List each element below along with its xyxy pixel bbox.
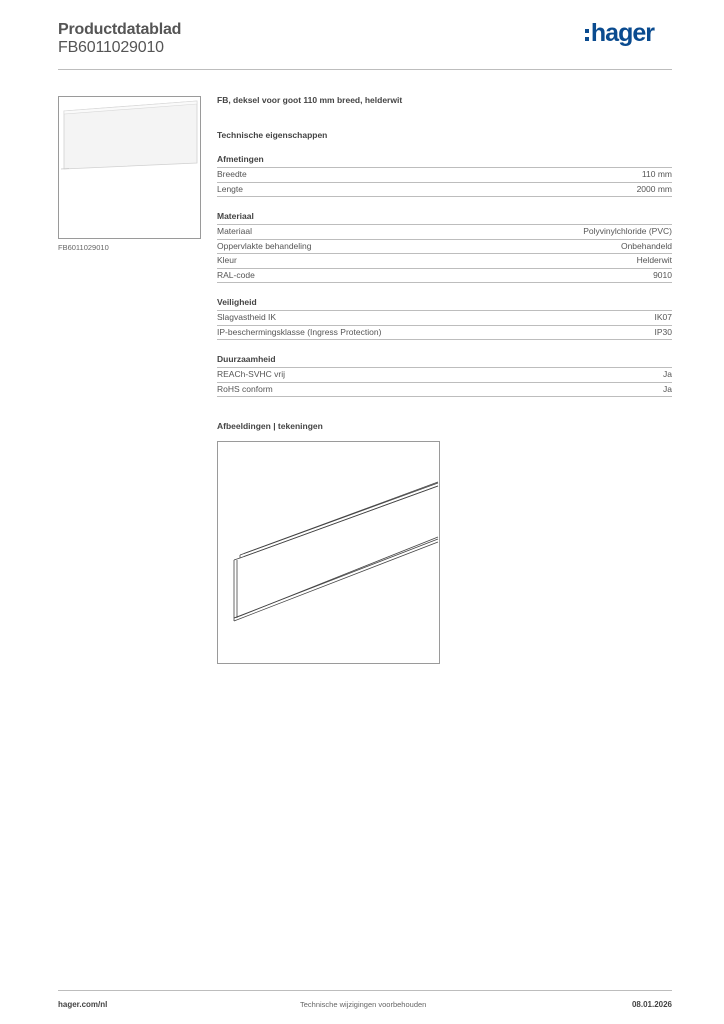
row-value: Helderwit xyxy=(636,255,672,265)
logo-dots-icon xyxy=(585,29,589,41)
row-label: IP-beschermingsklasse (Ingress Protection) xyxy=(217,326,382,337)
product-name: FB, deksel voor goot 110 mm breed, helderwit xyxy=(217,95,403,105)
tech-heading: Technische eigenschappen xyxy=(217,130,328,140)
row-label: RAL-code xyxy=(217,269,255,280)
main-content xyxy=(217,95,672,664)
table-row xyxy=(217,269,672,284)
group-title: Materiaal xyxy=(217,211,672,225)
row-value: Onbehandeld xyxy=(620,240,672,251)
technical-drawing xyxy=(217,441,440,664)
cover-line-drawing xyxy=(218,442,439,663)
row-value: Ja xyxy=(663,383,672,394)
table-row xyxy=(217,240,672,255)
table-row xyxy=(217,368,672,383)
row-label: Kleur xyxy=(217,255,237,265)
hager-logo[interactable] xyxy=(585,18,654,48)
group-duurzaamheid xyxy=(217,354,672,397)
row-label: Lengte xyxy=(217,183,243,194)
row-label: Oppervlakte behandeling xyxy=(217,240,312,251)
group-veiligheid xyxy=(217,297,672,340)
product-thumbnail xyxy=(58,96,201,239)
row-label: Breedte xyxy=(217,169,247,179)
row-value: 2000 mm xyxy=(636,183,672,194)
document-title: Productdatablad xyxy=(58,21,182,38)
product-code: FB6011029010 xyxy=(58,39,164,56)
group-title: Veiligheid xyxy=(217,297,672,311)
table-row xyxy=(217,183,672,198)
page-footer xyxy=(58,990,672,1010)
row-value: Polyvinylchloride (PVC) xyxy=(583,226,672,236)
thumbnail-caption: FB6011029010 xyxy=(58,243,109,252)
logo-text: hager xyxy=(590,18,654,47)
group-title: Afmetingen xyxy=(217,154,672,168)
images-heading: Afbeeldingen | tekeningen xyxy=(217,421,323,431)
group-afmetingen xyxy=(217,154,672,197)
row-label: Materiaal xyxy=(217,226,252,236)
cover-thumbnail-illustration xyxy=(59,97,200,238)
group-title: Duurzaamheid xyxy=(217,354,672,368)
table-row xyxy=(217,168,672,183)
row-label: Slagvastheid IK xyxy=(217,312,277,322)
row-value: 9010 xyxy=(653,269,672,280)
table-row xyxy=(217,311,672,326)
table-row xyxy=(217,254,672,269)
table-row xyxy=(217,225,672,240)
row-value: Ja xyxy=(663,369,672,379)
group-materiaal xyxy=(217,211,672,283)
page-header xyxy=(58,18,672,70)
row-value: IK07 xyxy=(654,312,672,322)
footer-date: 08.01.2026 xyxy=(631,1000,672,1009)
table-row xyxy=(217,383,672,398)
footer-website-link[interactable]: hager.com/nl xyxy=(58,1000,108,1009)
row-label: RoHS conform xyxy=(217,383,273,394)
row-label: REACh-SVHC vrij xyxy=(217,369,286,379)
row-value: 110 mm xyxy=(641,169,672,179)
footer-disclaimer: Technische wijzigingen voorbehouden xyxy=(300,1000,427,1009)
table-row xyxy=(217,326,672,341)
row-value: IP30 xyxy=(654,326,672,337)
